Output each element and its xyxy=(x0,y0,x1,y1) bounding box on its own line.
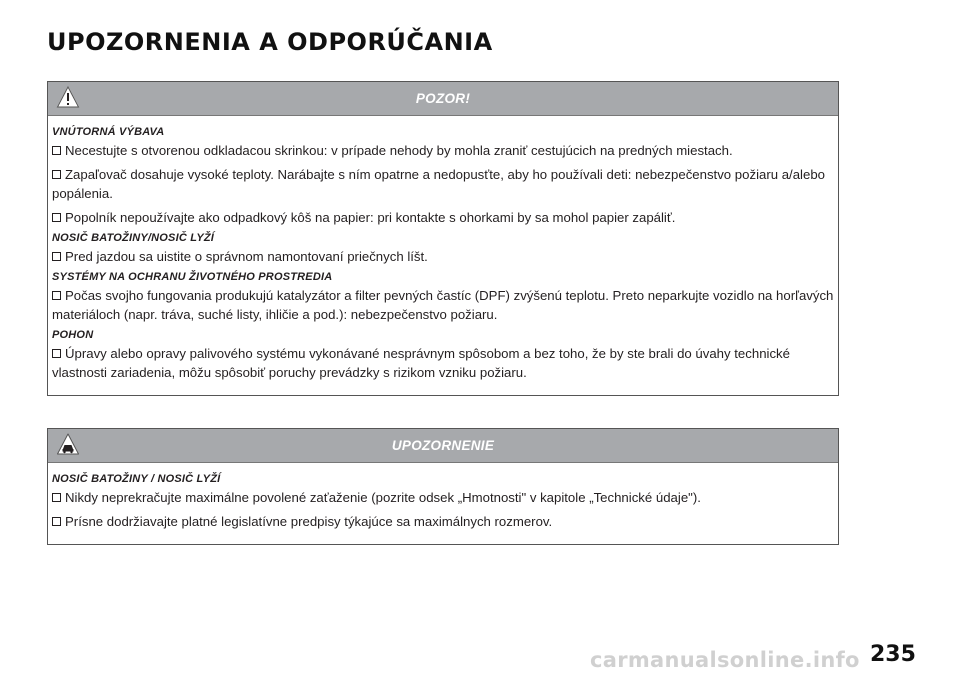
list-item xyxy=(52,247,834,266)
list-item xyxy=(52,141,834,160)
list-item-text: Nikdy neprekračujte maximálne povolené zaťaženie (pozrite odsek „Hmotnosti" v kapitole „Technické údaje"). xyxy=(65,490,701,505)
notice-box-body xyxy=(48,463,838,544)
list-item-text: Zapaľovač dosahuje vysoké teploty. Narábajte s ním opatrne a nedopusťte, aby ho používali deti: nebezpečenstvo požiaru a/alebo popálenia. xyxy=(52,167,825,201)
notice-box-title: UPOZORNENIE xyxy=(391,438,495,453)
notice-box-header xyxy=(48,429,838,463)
warning-box-title: POZOR! xyxy=(415,91,471,106)
list-item xyxy=(52,208,834,227)
list-item-text: Počas svojho fungovania produkujú katalyzátor a filter pevných častíc (DPF) zvýšenú teplotu. Preto neparkujte vozidlo na horľavých materiáloch (napr. tráva, suché listy, ihličie a pod.): nebezpečenstvo požiaru. xyxy=(52,288,834,322)
checkbox-bullet-icon xyxy=(52,291,61,300)
watermark: carmanualsonline.info xyxy=(590,648,860,672)
checkbox-bullet-icon xyxy=(52,252,61,261)
warning-box-header xyxy=(48,82,838,116)
list-item xyxy=(52,286,834,324)
checkbox-bullet-icon xyxy=(52,349,61,358)
list-item-text: Úpravy alebo opravy palivového systému vykonávané nesprávnym spôsobom a bez toho, že by ste brali do úvahy technické vlastnosti zariadenia, môžu spôsobiť poruchy prevádzky s rizikom vzniku požiaru. xyxy=(52,346,790,380)
checkbox-bullet-icon xyxy=(52,146,61,155)
list-item xyxy=(52,344,834,382)
checkbox-bullet-icon xyxy=(52,213,61,222)
list-item-text: Popolník nepoužívajte ako odpadkový kôš na papier: pri kontakte s ohorkami by sa mohol papier zapáliť. xyxy=(65,210,676,225)
warning-box xyxy=(47,81,839,396)
section-heading: SYSTÉMY NA OCHRANU ŽIVOTNÉHO PROSTREDIA xyxy=(52,271,333,283)
list-item xyxy=(52,165,834,203)
section-heading: NOSIČ BATOŽINY/NOSIČ LYŽÍ xyxy=(52,232,215,244)
list-item-text: Pred jazdou sa uistite o správnom namontovaní priečnych líšt. xyxy=(65,249,428,264)
section-heading: POHON xyxy=(52,329,94,341)
list-item xyxy=(52,512,834,531)
list-item-text: Necestujte s otvorenou odkladacou skrinkou: v prípade nehody by mohla zraniť cestujúcich na predných miestach. xyxy=(65,143,733,158)
list-item xyxy=(52,488,834,507)
page-number: 235 xyxy=(870,642,916,667)
checkbox-bullet-icon xyxy=(52,493,61,502)
page-title: UPOZORNENIA A ODPORÚČANIA xyxy=(47,28,493,56)
warning-box-body xyxy=(48,116,838,395)
section-heading: VNÚTORNÁ VÝBAVA xyxy=(52,126,165,138)
checkbox-bullet-icon xyxy=(52,170,61,179)
section-heading: NOSIČ BATOŽINY / NOSIČ LYŽÍ xyxy=(52,473,221,485)
list-item-text: Prísne dodržiavajte platné legislatívne predpisy týkajúce sa maximálnych rozmerov. xyxy=(65,514,553,529)
checkbox-bullet-icon xyxy=(52,517,61,526)
notice-box xyxy=(47,428,839,545)
